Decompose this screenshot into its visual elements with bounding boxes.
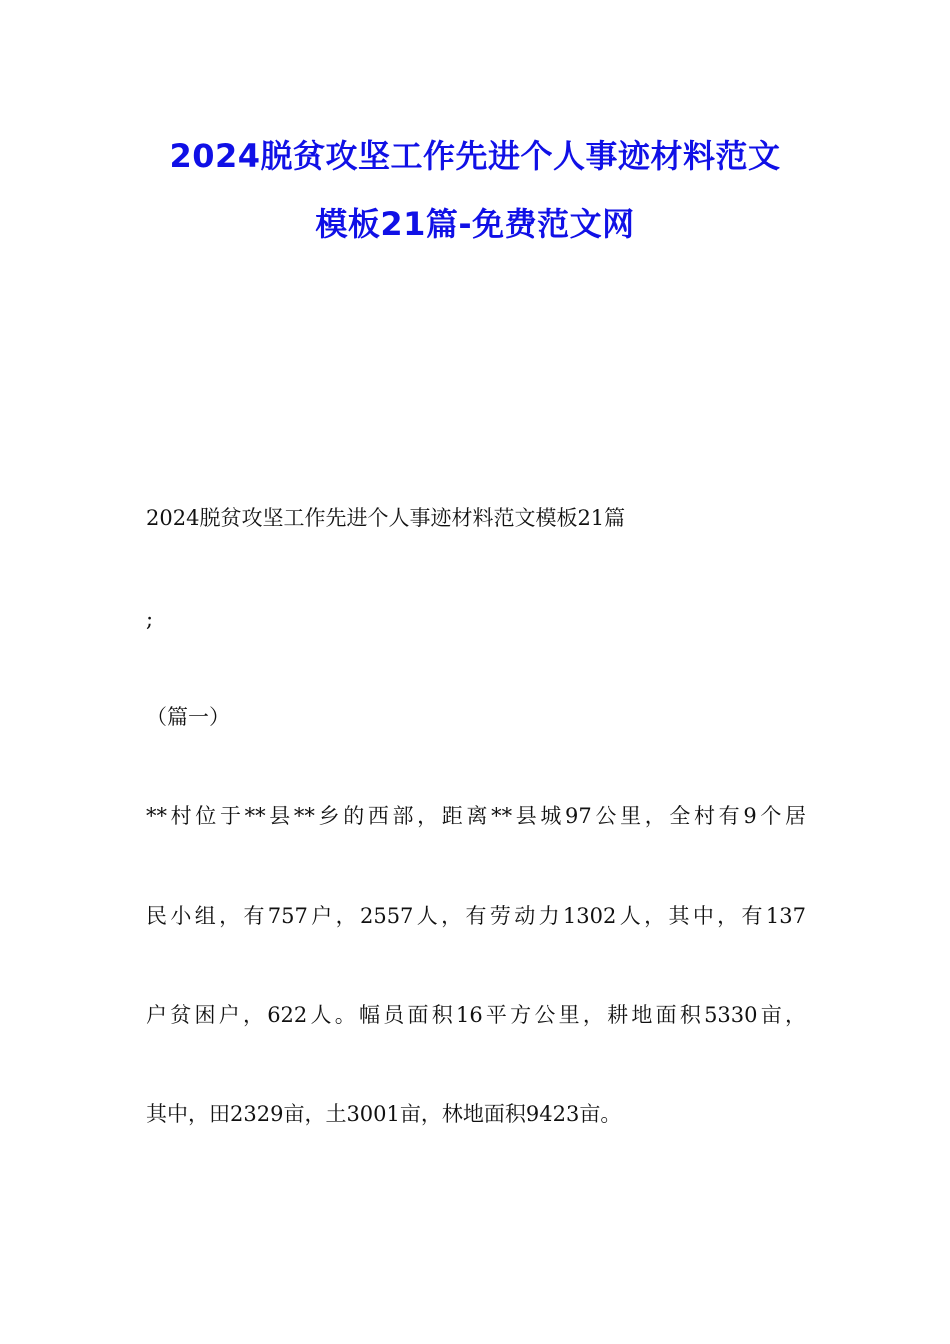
- body-line-2: 民小组，有757户，2557人，有劳动力1302人，其中，有137: [146, 904, 806, 928]
- body-line-1: **村位于**县**乡的西部，距离**县城97公里，全村有9个居: [146, 804, 806, 828]
- document-title-line-2: 模板21篇-免费范文网: [315, 205, 635, 243]
- section-heading: （篇一）: [146, 705, 230, 729]
- document-subtitle: 2024脱贫攻坚工作先进个人事迹材料范文模板21篇: [146, 506, 626, 530]
- separator-text: ;: [146, 607, 154, 631]
- body-line-4: 其中，田2329亩，土3001亩，林地面积9423亩。: [146, 1102, 622, 1126]
- document-title-line-1: 2024脱贫攻坚工作先进个人事迹材料范文: [169, 137, 781, 175]
- body-line-3: 户贫困户，622人。幅员面积16平方公里，耕地面积5330亩，: [146, 1003, 806, 1027]
